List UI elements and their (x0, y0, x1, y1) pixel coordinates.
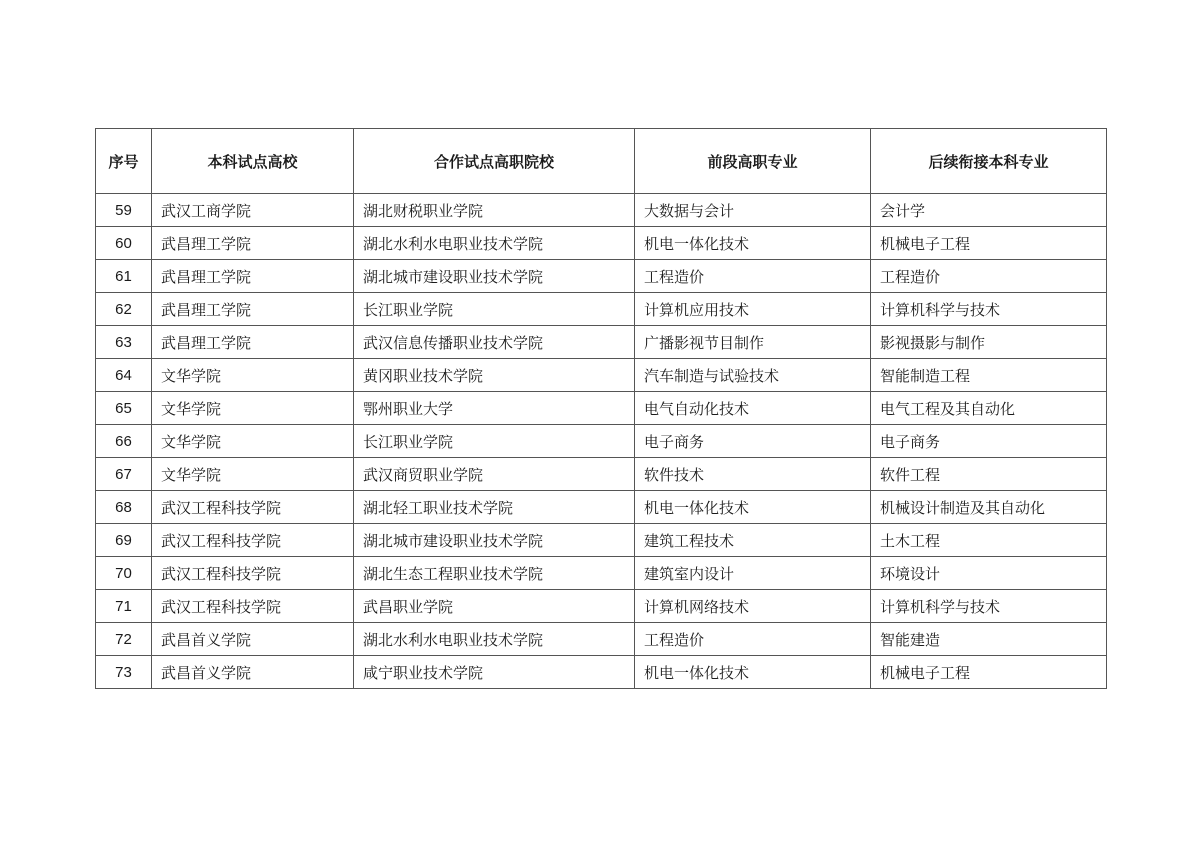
cell-bachelor-major: 电子商务 (871, 425, 1107, 458)
header-partner-vocational-college: 合作试点高职院校 (354, 129, 635, 194)
cell-partner-vocational-college: 武汉信息传播职业技术学院 (354, 326, 635, 359)
cell-bachelor-major: 机械设计制造及其自动化 (871, 491, 1107, 524)
cell-bachelor-major: 影视摄影与制作 (871, 326, 1107, 359)
cell-vocational-major: 机电一体化技术 (635, 491, 871, 524)
cell-undergraduate-university: 武汉工程科技学院 (152, 590, 354, 623)
cell-partner-vocational-college: 长江职业学院 (354, 293, 635, 326)
cell-undergraduate-university: 武汉工程科技学院 (152, 557, 354, 590)
cell-partner-vocational-college: 黄冈职业技术学院 (354, 359, 635, 392)
cell-vocational-major: 电子商务 (635, 425, 871, 458)
table-row (96, 623, 1107, 656)
cell-vocational-major: 电气自动化技术 (635, 392, 871, 425)
cell-partner-vocational-college: 武汉商贸职业学院 (354, 458, 635, 491)
table-row (96, 458, 1107, 491)
cell-undergraduate-university: 武汉工程科技学院 (152, 524, 354, 557)
cell-vocational-major: 软件技术 (635, 458, 871, 491)
cell-serial-number: 62 (96, 293, 152, 326)
cell-vocational-major: 广播影视节目制作 (635, 326, 871, 359)
cell-undergraduate-university: 武昌首义学院 (152, 623, 354, 656)
table-body (96, 194, 1107, 689)
cell-undergraduate-university: 武昌首义学院 (152, 656, 354, 689)
cell-undergraduate-university: 文华学院 (152, 425, 354, 458)
cell-serial-number: 59 (96, 194, 152, 227)
cell-undergraduate-university: 文华学院 (152, 359, 354, 392)
cell-vocational-major: 计算机网络技术 (635, 590, 871, 623)
header-undergraduate-university: 本科试点高校 (152, 129, 354, 194)
cell-partner-vocational-college: 咸宁职业技术学院 (354, 656, 635, 689)
header-serial-number: 序号 (96, 129, 152, 194)
cell-undergraduate-university: 武汉工商学院 (152, 194, 354, 227)
table-row (96, 260, 1107, 293)
cell-vocational-major: 机电一体化技术 (635, 656, 871, 689)
cell-serial-number: 73 (96, 656, 152, 689)
cell-undergraduate-university: 武汉工程科技学院 (152, 491, 354, 524)
cell-partner-vocational-college: 湖北城市建设职业技术学院 (354, 524, 635, 557)
table-row (96, 392, 1107, 425)
cell-partner-vocational-college: 湖北水利水电职业技术学院 (354, 623, 635, 656)
cell-vocational-major: 汽车制造与试验技术 (635, 359, 871, 392)
cell-serial-number: 65 (96, 392, 152, 425)
cell-bachelor-major: 机械电子工程 (871, 656, 1107, 689)
cell-serial-number: 64 (96, 359, 152, 392)
cell-bachelor-major: 计算机科学与技术 (871, 590, 1107, 623)
table-row (96, 557, 1107, 590)
pilot-program-table (95, 128, 1107, 689)
cell-vocational-major: 计算机应用技术 (635, 293, 871, 326)
cell-bachelor-major: 智能建造 (871, 623, 1107, 656)
cell-bachelor-major: 环境设计 (871, 557, 1107, 590)
cell-partner-vocational-college: 湖北生态工程职业技术学院 (354, 557, 635, 590)
cell-serial-number: 71 (96, 590, 152, 623)
cell-serial-number: 68 (96, 491, 152, 524)
cell-bachelor-major: 计算机科学与技术 (871, 293, 1107, 326)
cell-undergraduate-university: 武昌理工学院 (152, 260, 354, 293)
cell-undergraduate-university: 武昌理工学院 (152, 293, 354, 326)
table-row (96, 227, 1107, 260)
table-row (96, 425, 1107, 458)
cell-serial-number: 67 (96, 458, 152, 491)
cell-undergraduate-university: 文华学院 (152, 392, 354, 425)
header-vocational-major: 前段高职专业 (635, 129, 871, 194)
table-row (96, 293, 1107, 326)
cell-undergraduate-university: 武昌理工学院 (152, 227, 354, 260)
cell-bachelor-major: 软件工程 (871, 458, 1107, 491)
table-row (96, 326, 1107, 359)
cell-partner-vocational-college: 长江职业学院 (354, 425, 635, 458)
cell-vocational-major: 工程造价 (635, 623, 871, 656)
table-row (96, 491, 1107, 524)
cell-vocational-major: 机电一体化技术 (635, 227, 871, 260)
cell-undergraduate-university: 文华学院 (152, 458, 354, 491)
cell-undergraduate-university: 武昌理工学院 (152, 326, 354, 359)
cell-vocational-major: 工程造价 (635, 260, 871, 293)
table-row (96, 524, 1107, 557)
cell-partner-vocational-college: 湖北轻工职业技术学院 (354, 491, 635, 524)
table-row (96, 194, 1107, 227)
cell-bachelor-major: 工程造价 (871, 260, 1107, 293)
cell-partner-vocational-college: 湖北城市建设职业技术学院 (354, 260, 635, 293)
table-row (96, 359, 1107, 392)
cell-serial-number: 66 (96, 425, 152, 458)
cell-vocational-major: 建筑工程技术 (635, 524, 871, 557)
cell-serial-number: 70 (96, 557, 152, 590)
cell-partner-vocational-college: 鄂州职业大学 (354, 392, 635, 425)
cell-serial-number: 69 (96, 524, 152, 557)
cell-bachelor-major: 智能制造工程 (871, 359, 1107, 392)
cell-bachelor-major: 会计学 (871, 194, 1107, 227)
cell-partner-vocational-college: 武昌职业学院 (354, 590, 635, 623)
table-header-row (96, 129, 1107, 194)
cell-serial-number: 72 (96, 623, 152, 656)
cell-bachelor-major: 电气工程及其自动化 (871, 392, 1107, 425)
cell-partner-vocational-college: 湖北财税职业学院 (354, 194, 635, 227)
cell-partner-vocational-college: 湖北水利水电职业技术学院 (354, 227, 635, 260)
cell-serial-number: 60 (96, 227, 152, 260)
header-bachelor-major: 后续衔接本科专业 (871, 129, 1107, 194)
table-row (96, 590, 1107, 623)
cell-vocational-major: 大数据与会计 (635, 194, 871, 227)
cell-bachelor-major: 机械电子工程 (871, 227, 1107, 260)
cell-vocational-major: 建筑室内设计 (635, 557, 871, 590)
cell-serial-number: 63 (96, 326, 152, 359)
cell-serial-number: 61 (96, 260, 152, 293)
cell-bachelor-major: 土木工程 (871, 524, 1107, 557)
table-row (96, 656, 1107, 689)
